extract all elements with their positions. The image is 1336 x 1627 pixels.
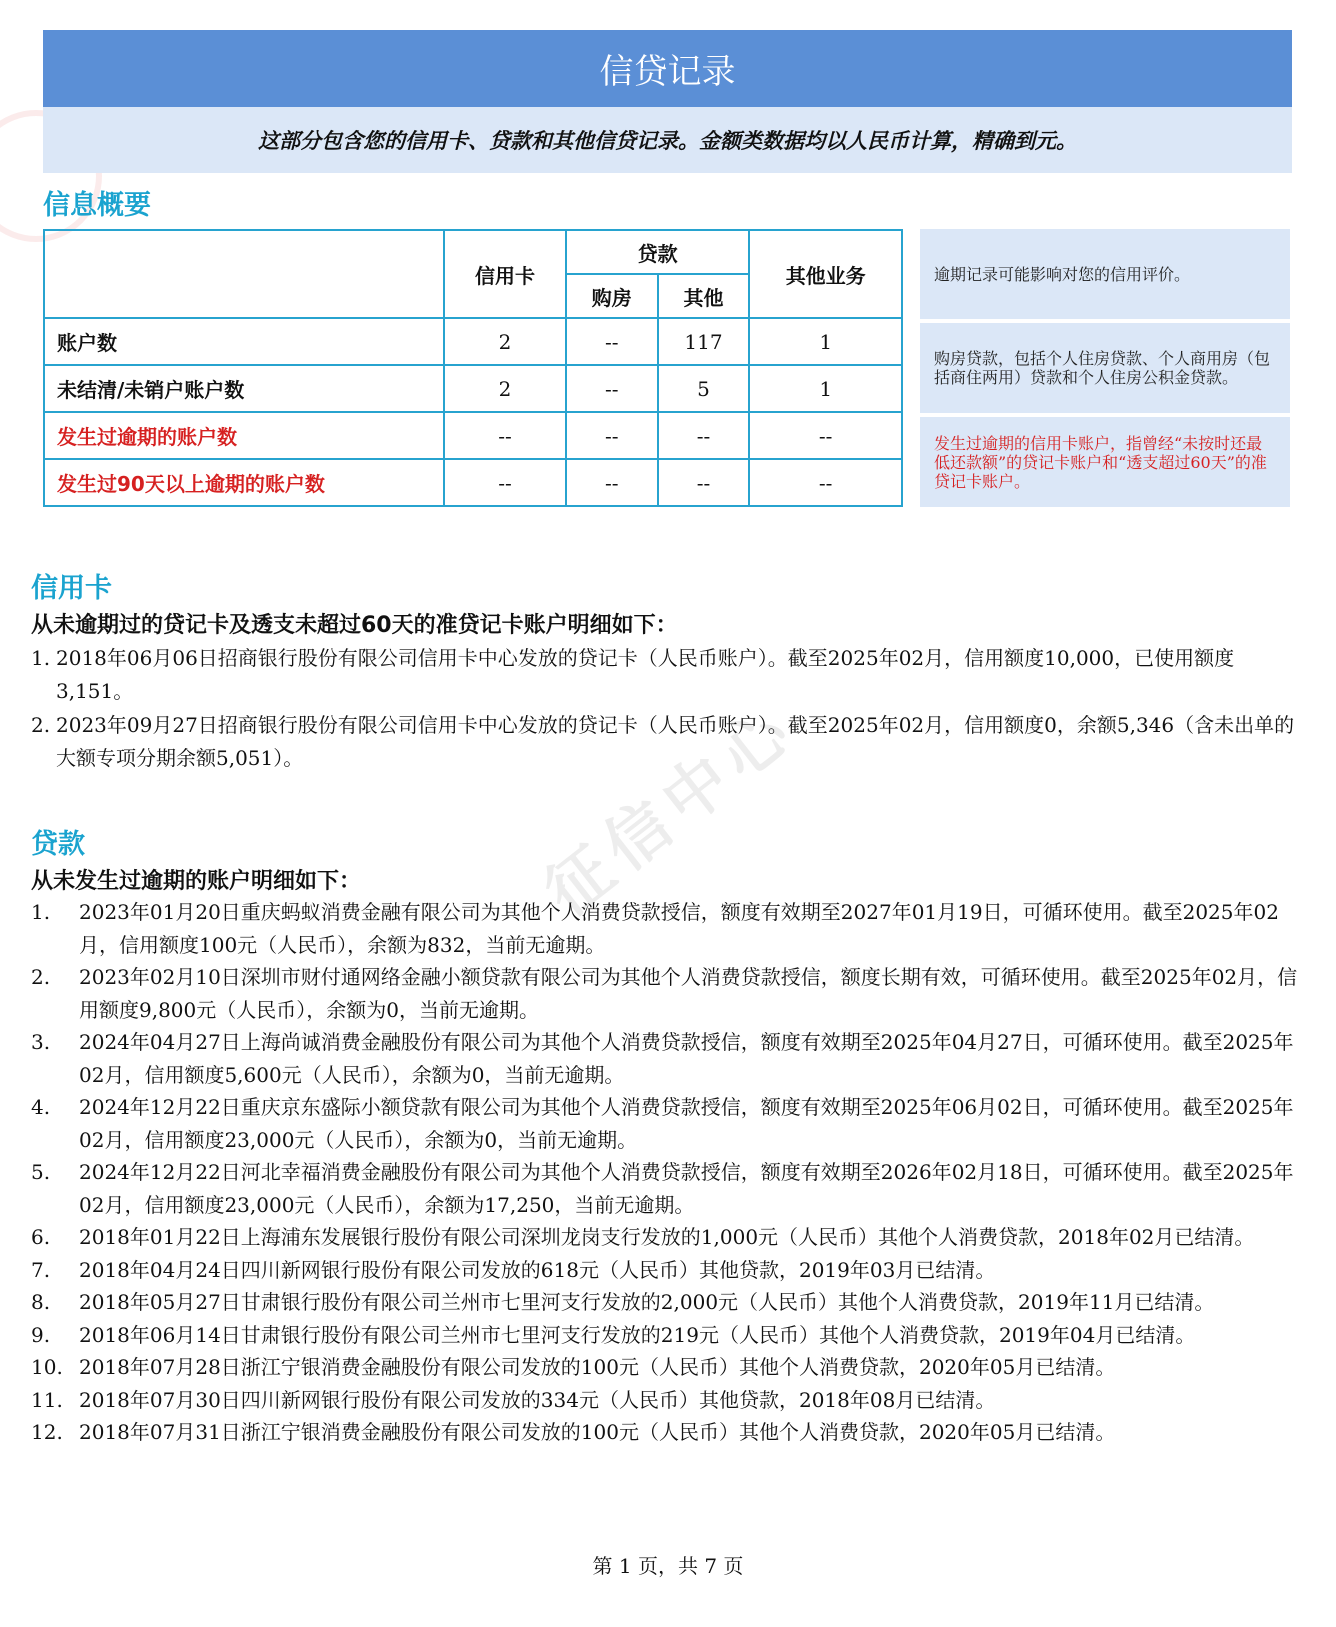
cell-housing: -- bbox=[566, 318, 658, 365]
list-item bbox=[31, 1026, 1301, 1091]
cell-credit-card: 2 bbox=[444, 365, 566, 412]
credit-card-subheading: 从未逾期过的贷记卡及透支未超过60天的准贷记卡账户明细如下： bbox=[31, 613, 678, 638]
list-item bbox=[31, 1351, 1301, 1384]
credit-card-heading: 信用卡 bbox=[31, 573, 112, 604]
list-text: 2018年07月31日浙江宁银消费金融股份有限公司发放的100元（人民币）其他个人消费贷款，2020年05月已结清。 bbox=[79, 1420, 1116, 1444]
list-number: 7. bbox=[31, 1257, 51, 1282]
list-number: 2. bbox=[31, 965, 51, 989]
loan-subheading: 从未发生过逾期的账户明细如下： bbox=[31, 869, 362, 894]
cell-credit-card: -- bbox=[444, 459, 566, 506]
list-item bbox=[31, 896, 1301, 961]
table-row bbox=[44, 365, 902, 412]
list-item bbox=[31, 1286, 1301, 1319]
list-number: 12. bbox=[31, 1420, 63, 1444]
list-item bbox=[31, 642, 1299, 708]
table-row bbox=[44, 318, 902, 365]
table-row bbox=[44, 412, 902, 459]
list-text: 2023年02月10日深圳市财付通网络金融小额贷款有限公司为其他个人消费贷款授信，额度长期有效，可循环使用。截至2025年02月，信用额度9,800元（人民币），余额为0，当前无逾期。 bbox=[79, 965, 1298, 1022]
header-housing: 购房 bbox=[566, 274, 658, 318]
cell-other: -- bbox=[658, 412, 750, 459]
list-number: 4. bbox=[31, 1095, 51, 1119]
list-text: 2024年12月22日重庆京东盛际小额贷款有限公司为其他个人消费贷款授信，额度有效期至2025年06月02日，可循环使用。截至2025年02月，信用额度23,000元（人民币），余额为0，当前无逾期。 bbox=[79, 1095, 1294, 1152]
row-label: 发生过逾期的账户数 bbox=[44, 412, 444, 459]
cell-other-business: -- bbox=[749, 459, 902, 506]
list-number: 1. bbox=[31, 900, 51, 924]
row-label: 发生过90天以上逾期的账户数 bbox=[44, 459, 444, 506]
list-number: 8. bbox=[31, 1290, 51, 1314]
note-housing-loan: 购房贷款，包括个人住房贷款、个人商用房（包括商住两用）贷款和个人住房公积金贷款。 bbox=[920, 323, 1290, 413]
watermark-text: 征信中心 bbox=[531, 689, 812, 932]
list-number: 11. bbox=[31, 1387, 63, 1412]
table-row bbox=[44, 459, 902, 506]
cell-other-business: -- bbox=[749, 412, 902, 459]
header-other-business: 其他业务 bbox=[749, 230, 902, 318]
cell-credit-card: -- bbox=[444, 412, 566, 459]
header-loan: 贷款 bbox=[566, 230, 750, 274]
list-text: 2018年01月22日上海浦东发展银行股份有限公司深圳龙岗支行发放的1,000元（人民币）其他个人消费贷款，2018年02月已结清。 bbox=[79, 1225, 1255, 1249]
cell-credit-card: 2 bbox=[444, 318, 566, 365]
credit-card-list bbox=[31, 642, 1299, 776]
cell-other-business: 1 bbox=[749, 365, 902, 412]
cell-other: 117 bbox=[658, 318, 750, 365]
list-item bbox=[31, 709, 1299, 775]
list-text: 2018年06月06日招商银行股份有限公司信用卡中心发放的贷记卡（人民币账户）。截至2025年02月，信用额度10,000，已使用额度3,151。 bbox=[56, 646, 1235, 703]
header-blank bbox=[44, 230, 444, 318]
row-label: 账户数 bbox=[44, 318, 444, 365]
list-text: 2024年04月27日上海尚诚消费金融股份有限公司为其他个人消费贷款授信，额度有效期至2025年04月27日，可循环使用。截至2025年02月，信用额度5,600元（人民币），余额为0，当前无逾期。 bbox=[79, 1030, 1294, 1087]
list-item bbox=[31, 1319, 1301, 1352]
list-text: 2023年01月20日重庆蚂蚁消费金融有限公司为其他个人消费贷款授信，额度有效期至2027年01月19日，可循环使用。截至2025年02月，信用额度100元（人民币），余额为832，当前无逾期。 bbox=[79, 900, 1279, 957]
list-text: 2018年07月30日四川新网银行股份有限公司发放的334元（人民币）其他贷款，2018年08月已结清。 bbox=[79, 1387, 996, 1412]
note-overdue-definition: 发生过逾期的信用卡账户，指曾经“未按时还最低还款额”的贷记卡账户和“透支超过60天”的准贷记卡账户。 bbox=[920, 417, 1290, 507]
list-text: 2018年04月24日四川新网银行股份有限公司发放的618元（人民币）其他贷款，2019年03月已结清。 bbox=[79, 1257, 996, 1282]
note-overdue-impact: 逾期记录可能影响对您的信用评价。 bbox=[920, 229, 1290, 319]
list-number: 2. bbox=[31, 713, 51, 737]
list-text: 2018年07月28日浙江宁银消费金融股份有限公司发放的100元（人民币）其他个人消费贷款，2020年05月已结清。 bbox=[79, 1355, 1116, 1379]
list-item bbox=[31, 1254, 1301, 1287]
list-text: 2018年05月27日甘肃银行股份有限公司兰州市七里河支行发放的2,000元（人民币）其他个人消费贷款，2019年11月已结清。 bbox=[79, 1290, 1215, 1314]
list-number: 1. bbox=[31, 646, 51, 670]
loan-list bbox=[31, 896, 1301, 1449]
cell-other: 5 bbox=[658, 365, 750, 412]
list-item bbox=[31, 1221, 1301, 1254]
list-item bbox=[31, 1091, 1301, 1156]
header-other: 其他 bbox=[658, 274, 750, 318]
list-text: 2024年12月22日河北幸福消费金融股份有限公司为其他个人消费贷款授信，额度有效期至2026年02月18日，可循环使用。截至2025年02月，信用额度23,000元（人民币），余额为17,250，当前无逾期。 bbox=[79, 1160, 1294, 1217]
loan-heading: 贷款 bbox=[31, 829, 85, 860]
cell-other-business: 1 bbox=[749, 318, 902, 365]
list-number: 3. bbox=[31, 1030, 51, 1054]
cell-other: -- bbox=[658, 459, 750, 506]
list-number: 10. bbox=[31, 1355, 63, 1379]
list-item bbox=[31, 961, 1301, 1026]
section-banner: 信贷记录 bbox=[43, 30, 1292, 107]
list-text: 2018年06月14日甘肃银行股份有限公司兰州市七里河支行发放的219元（人民币）其他个人消费贷款，2019年04月已结清。 bbox=[79, 1322, 1196, 1347]
section-description: 这部分包含您的信用卡、贷款和其他信贷记录。金额类数据均以人民币计算，精确到元。 bbox=[43, 107, 1292, 173]
list-item bbox=[31, 1156, 1301, 1221]
header-credit-card: 信用卡 bbox=[444, 230, 566, 318]
list-number: 9. bbox=[31, 1322, 51, 1347]
page-number: 第 1 页，共 7 页 bbox=[592, 1554, 744, 1578]
list-item bbox=[31, 1384, 1301, 1417]
cell-housing: -- bbox=[566, 459, 658, 506]
cell-housing: -- bbox=[566, 365, 658, 412]
overview-heading: 信息概要 bbox=[43, 190, 151, 221]
list-item bbox=[31, 1416, 1301, 1449]
overview-table bbox=[43, 229, 903, 507]
row-label: 未结清/未销户账户数 bbox=[44, 365, 444, 412]
cell-housing: -- bbox=[566, 412, 658, 459]
list-text: 2023年09月27日招商银行股份有限公司信用卡中心发放的贷记卡（人民币账户）。截至2025年02月，信用额度0，余额5,346（含未出单的大额专项分期余额5,051）。 bbox=[56, 713, 1295, 770]
list-number: 5. bbox=[31, 1160, 51, 1184]
list-number: 6. bbox=[31, 1225, 51, 1249]
